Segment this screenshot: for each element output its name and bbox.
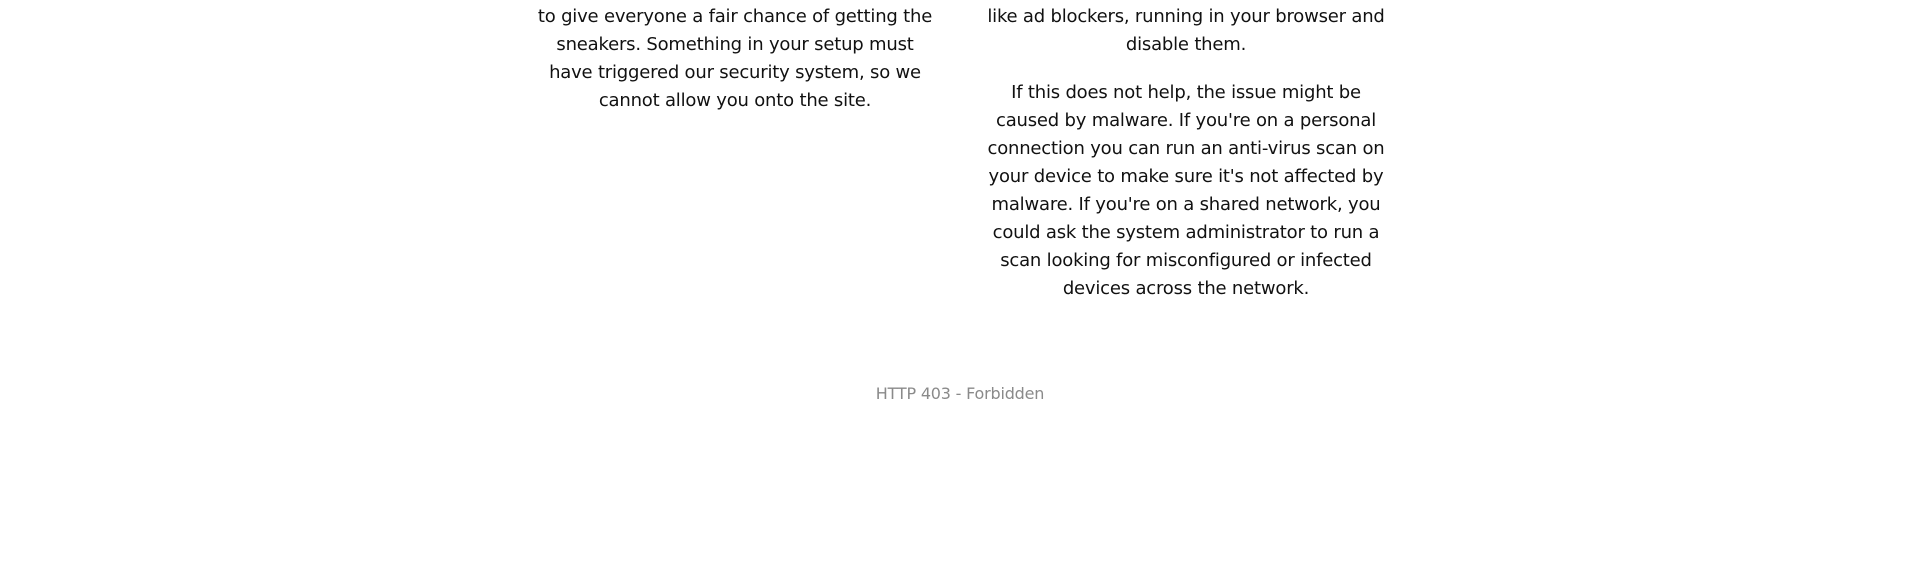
explanation-column	[535, 3, 935, 115]
extensions-paragraph: like ad blockers, running in your browser and disable them.	[987, 6, 1385, 55]
malware-paragraph: If this does not help, the issue might be caused by malware. If you're on a personal connection you can run an anti-virus scan on your device to make sure it's not affected by malware. If you're on a shared network, you could ask the system administrator to run a scan looking for misconfigured or infected devices across the network.	[987, 82, 1385, 299]
help-column	[986, 3, 1386, 303]
explanation-paragraph: to give everyone a fair chance of getting the sneakers. Something in your setup must have triggered our security system, so we cannot allow you onto the site.	[537, 6, 933, 111]
http-status-text: HTTP 403 - Forbidden	[875, 384, 1045, 403]
